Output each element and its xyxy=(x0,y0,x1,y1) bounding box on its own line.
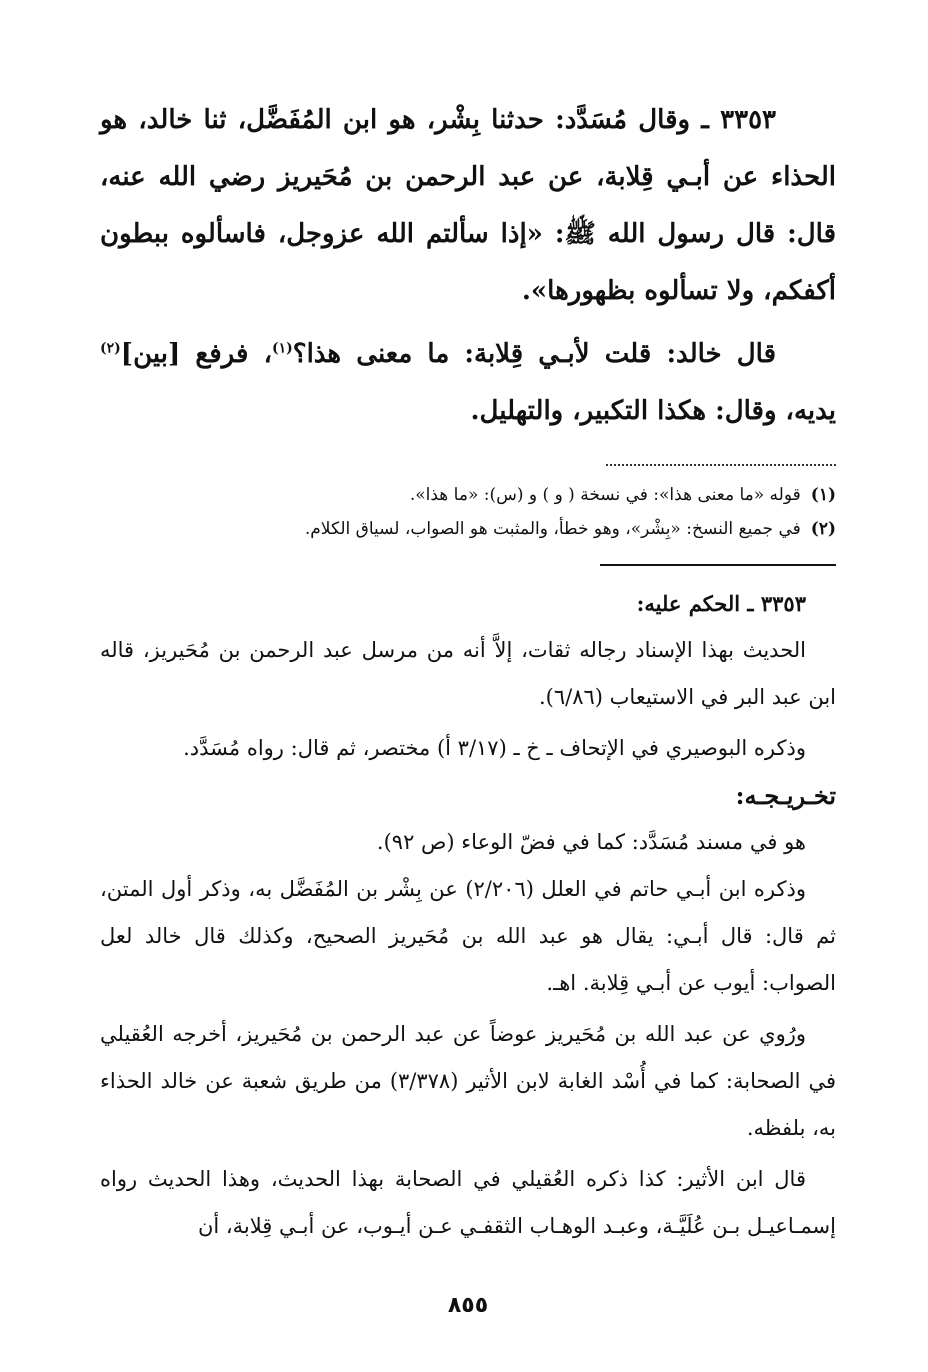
ruling-paragraph-1: الحديث بهذا الإسناد رجاله ثقات، إلاَّ أنه من مرسل عبد الرحمن بن مُحَيريز، قاله ابن عبد البر في الاستيعاب (٦/٨٦). xyxy=(100,638,836,709)
hadith-number: ٣٣٥٣ xyxy=(720,105,776,135)
footnote-1 xyxy=(100,478,836,512)
hadith-text xyxy=(100,92,836,440)
footnote-ref-2[interactable]: (٢) xyxy=(100,340,121,357)
hadith-paragraph-2 xyxy=(100,326,836,440)
footnotes xyxy=(100,478,836,546)
ruling-heading: ٣٣٥٣ ـ الحكم عليه: xyxy=(636,591,806,616)
takhrij-paragraph-3: ورُوي عن عبد الله بن مُحَيريز عوضاً عن عبد الرحمن بن مُحَيريز، أخرجه العُقيلي في الصحابة: كما في أُسْد الغابة لابن الأثير (٣/٣٧٨) من طريق شعبة عن خالد الحذاء به، بلفظه. xyxy=(100,1022,836,1140)
ruling-paragraph-2: وذكره البوصيري في الإتحاف ـ خ ـ (٣/١٧ أ) مختصر، ثم قال: رواه مُسَدَّد. xyxy=(183,736,806,760)
hadith-paragraph-1 xyxy=(100,92,836,320)
footnote-2 xyxy=(100,512,836,546)
section-divider xyxy=(600,564,836,566)
footnote-text: في جميع النسخ: «بِشْر»، وهو خطأ، والمثبت هو الصواب، لسياق الكلام. xyxy=(304,519,801,539)
takhrij-paragraph-2: وذكره ابن أبـي حاتم في العلل (٢/٢٠٦) عن بِشْر بن المُفَضَّل به، وذكر أول المتن، ثم قال: قال أبـي: يقال هو عبد الله بن مُحَيريز الصحيح، وكذلك قال خالد لعل الصواب: أيوب عن أبـي قِلابة. اهـ. xyxy=(100,877,836,995)
hadith-body: ـ وقال مُسَدَّد: حدثنا بِشْر، هو ابن المُفَضَّل، ثنا خالد، هو الحذاء عن أبـي قِلابة، عن عبد الرحمن بن مُحَيريز رضي الله عنه، قال: قال رسول الله ﷺ: «إذا سألتم الله عزوجل، فاسألوه ببطون أكفكم، ولا تسألوه بظهورها». xyxy=(100,105,836,306)
commentary xyxy=(100,580,836,1250)
footnote-ref-1[interactable]: (١) xyxy=(271,340,293,357)
takhrij-paragraph-4: قال ابن الأثير: كذا ذكره العُقيلي في الصحابة بهذا الحديث، وهذا الحديث رواه إسمـاعيـل بـن عُلَيَّـة، وعبـد الوهـاب الثقفـي عـن أيـوب، عن أبـي قِلابة، أن xyxy=(100,1167,836,1238)
takhrij-heading: تخـريـجـه: xyxy=(735,781,836,810)
hadith-p2-part1: قال خالد: قلت لأبـي قِلابة: ما معنى هذا؟ xyxy=(292,339,777,369)
hadith-p2-part3: يديه، وقال: هكذا التكبير، والتهليل. xyxy=(470,396,836,426)
footnote-text: قوله «ما معنى هذا»: في نسخة ( و ) و (س): «ما هذا». xyxy=(409,485,801,505)
footnote-number: (٢) xyxy=(810,519,836,539)
page-number: ٨٥٥ xyxy=(447,1293,489,1318)
takhrij-paragraph-1: هو في مسند مُسَدَّد: كما في فضّ الوعاء (ص ٩٢). xyxy=(376,830,806,854)
footnote-separator xyxy=(606,454,836,466)
page xyxy=(100,92,836,1332)
hadith-p2-part2: ، فرفع [بين] xyxy=(120,339,272,369)
footnote-number: (١) xyxy=(810,485,836,505)
